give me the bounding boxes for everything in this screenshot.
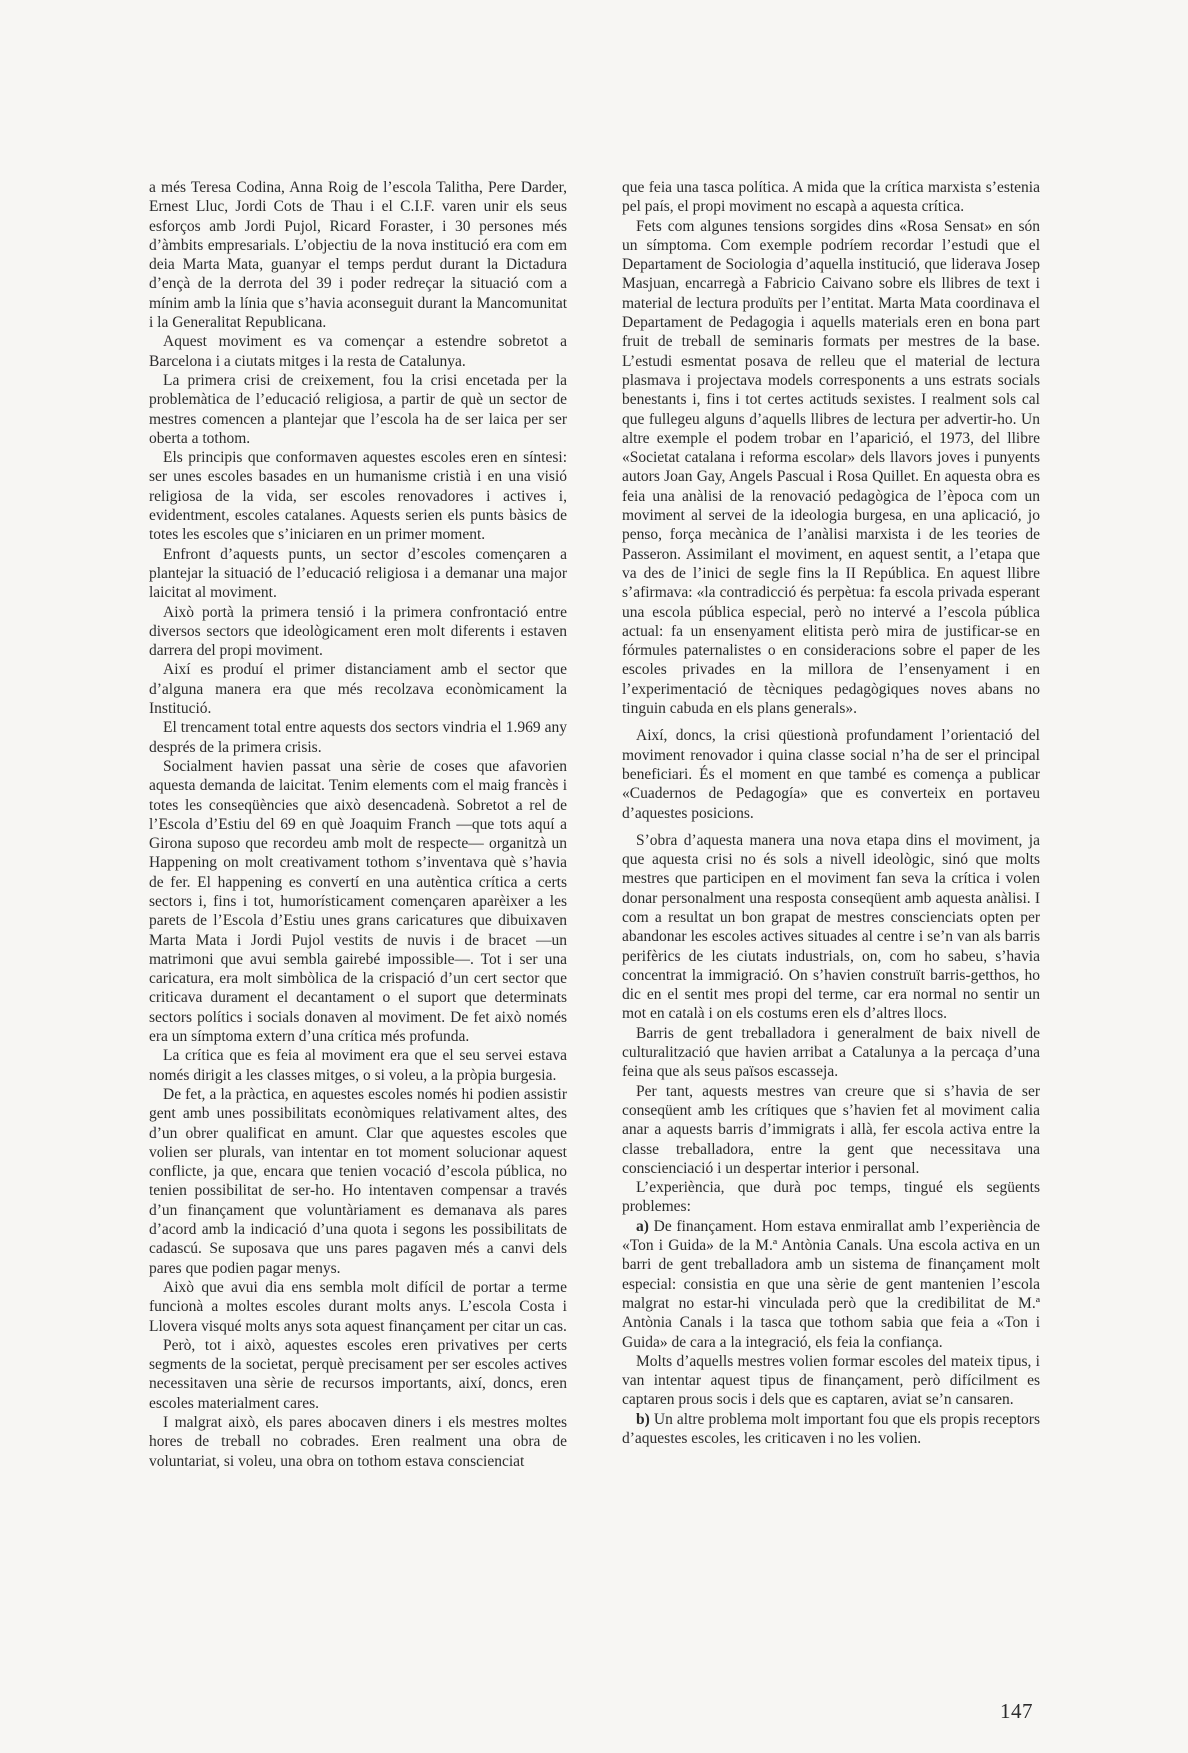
page-number: 147 — [1000, 1699, 1033, 1723]
paragraph: El trencament total entre aquests dos sectors vindria el 1.969 any després de la primera crisis. — [149, 719, 567, 756]
paragraph: Això portà la primera tensió i la primera confrontació entre diversos sectors que ideològicament eren molt diferents i estaven darrera del propi moviment. — [149, 603, 567, 660]
paragraph: L’experiència, que durà poc temps, tingué els següents problemes: — [622, 1179, 1040, 1216]
paragraph: Això que avui dia ens sembla molt difícil de portar a terme funcionà a moltes escoles durant molts anys. L’escola Costa i Llovera visqué molts anys sota aquest finançament per citar un cas. — [149, 1278, 567, 1335]
paragraph: Fets com algunes tensions sorgides dins «Rosa Sensat» en són un símptoma. Com exemple podríem recordar l’estudi que el Departament de Sociologia d’aquella institució, que liderava Josep Masjuan, encarregà a Fabricio Caivano sobre els llibres de text i material de lectura produïts per l’entitat. Marta Mata coordinava el Departament de Pedagogia i aquells materials eren en bona part fruit de treball de seminaris formats per mestres de la base. L’estudi esmentat posava de relleu que el material de lectura plasmava i projectava models corresponents a uns estrats socials benestants i, fins i tot certes actituds sexistes. I realment sols cal que fullegeu alguns d’aquells llibres de lectura per advertir-ho. Un altre exemple el podem trobar en l’aparició, el 1973, del llibre «Societat catalana i reforma escolar» dels llavors joves i punyents autors Joan Gay, Angels Pascual i Rosa Quillet. En aquesta obra es feia una anàlisi de la renovació pedagògica de l’època com un moviment al servei de la ideologia burgesa, en una aplicació, jo penso, força mecànica de l’anàlisi marxista i de les teories de Passeron. Assimilant el moviment, en aquest sentit, a l’etapa que va des de l’inici de segle fins la II República. En aquest llibre s’afirmava: «la contradicció és perpètua: fa escola privada esperant una escola pública especial, però no intervé a l’escola pública actual: fa un ensenyament elitista però mira de justificar-se en fórmules paternalistes o en consideracions sobre el paper de les escoles privades en la millora de l’ensenyament i en l’experimentació de tècniques pedagògiques noves abans no tinguin cabuda en els plans generals». — [622, 217, 1040, 718]
paragraph: Així es produí el primer distanciament amb el sector que d’alguna manera era que més recolzava econòmicament la Institució. — [149, 661, 567, 718]
list-item-text: De finançament. Hom estava enmirallat amb l’experiència de «Ton i Guida» de la M.ª Antònia Canals. Una escola activa en un barri de gent treballadora amb un sistema de finançament molt especial: consistia en que una sèrie de gent mantenien l’escola malgrat no estar-hi vinculada però que la credibilitat de M.ª Antònia Canals i la tasca que tothom sabia que feia a «Ton i Guida» de cara a la integració, els feia la confiança. — [622, 1217, 1040, 1351]
paragraph: La crítica que es feia al moviment era que el seu servei estava només dirigit a les classes mitges, o si voleu, a la pròpia burgesia. — [149, 1047, 567, 1084]
paragraph: Molts d’aquells mestres volien formar escoles del mateix tipus, i van intentar aquest tipus de finançament, però difícilment es captaren prous socis i dels que es captaren, aviat se’n cansaren. — [622, 1352, 1040, 1409]
list-marker: a) — [636, 1217, 649, 1235]
paragraph: Així, doncs, la crisi qüestionà profundament l’orientació del moviment renovador i quina classe social n’ha de ser el principal beneficiari. És el moment en que també es comença a publicar «Cuadernos de Pedagogía» que es converteix en portaveu d’aquestes posicions. — [622, 727, 1040, 822]
paragraph: Aquest moviment es va començar a estendre sobretot a Barcelona i a ciutats mitges i la resta de Catalunya. — [149, 333, 567, 370]
paragraph: Socialment havien passat una sèrie de coses que afavorien aquesta demanda de laicitat. Tenim elements com el maig francès i totes les conseqüències que això desencadenà. Sobretot a rel de l’Escola d’Estiu del 69 en què Joaquim Franch —que tots aquí a Girona suposo que recordeu amb molt de respecte— organitzà un Happening on molt creativament tothom s’inventava què s’havia de fer. El happening es convertí en una autèntica crítica a certs sectors i, fins i tot, humorísticament començaren aparèixer a les parets de l’Escola d’Estiu unes grans caricatures que dibuixaven Marta Mata i Jordi Pujol vestits de nuvis i de bracet —un matrimoni que avui sembla gairebé impossible—. Tot i ser una caricatura, era molt simbòlica de la crispació d’un cert sector que criticava durament el decantament o el suport que determinats sectors polítics i socials donaven al moviment. De fet això només era un símptoma extern d’una crítica més profunda. — [149, 757, 567, 1046]
paragraph: De fet, a la pràctica, en aquestes escoles només hi podien assistir gent amb unes possibilitats econòmiques relativament altes, des d’un obrer qualificat en amunt. Clar que aquestes escoles que volien ser plurals, van intentar en tot moment solucionar aquest conflicte, ja que, encara que tenien vocació d’escola pública, no tenien possibilitat de ser-ho. Ho intentaven compensar a través d’un finançament que voluntàriament es demanava als pares d’acord amb la indicació d’una quota i segons les possibilitats de cadascú. Se suposava que uns pares pagaven més a canvi dels pares que podien pagar menys. — [149, 1085, 567, 1277]
list-marker: b) — [636, 1410, 650, 1428]
paragraph: I malgrat això, els pares abocaven diners i els mestres moltes hores de treball no cobrades. Eren realment una obra de voluntariat, si voleu, una obra on tothom estava conscienciat — [149, 1414, 567, 1470]
paragraph: Els principis que conformaven aquestes escoles eren en síntesi: ser unes escoles basades en un humanisme cristià i en una visió religiosa de la vida, ser escoles renovadores i actives i, evidentment, escoles catalanes. Aquests serien els punts bàsics de totes les escoles que s’iniciaren en un primer moment. — [149, 449, 567, 544]
right-column — [622, 178, 1040, 1448]
list-item — [622, 1410, 1040, 1449]
paragraph: S’obra d’aquesta manera una nova etapa dins el moviment, ja que aquesta crisi no és sols a nivell ideològic, sinó que molts mestres que participen en el moviment fan seva la crítica i volen donar personalment una resposta conseqüent amb aquesta anàlisi. I com a resultat un bon grapat de mestres conscienciats opten per abandonar les escoles actives situades al centre i se’n van als barris perifèrics de les ciutats industrials, on, com ho sabeu, s’havia concentrat la immigració. On s’havien construït barris-getthos, ho dic en el sentit mes propi del terme, car era normal no sentir un mot en català i on els costums eren els d’altres llocs. — [622, 831, 1040, 1023]
paragraph: a més Teresa Codina, Anna Roig de l’escola Talitha, Pere Darder, Ernest Lluc, Jordi Cots de Thau i el C.I.F. varen unir els seus esforços amb Jordi Pujol, Ricard Foraster, i 30 persones més d’àmbits empresarials. L’objectiu de la nova institució era com em deia Marta Mata, guanyar el temps perdut durant la Dictadura d’ençà de la derrota del 39 i poder redreçar la situació com a mínim amb la línia que s’havia aconseguit durant la Mancomunitat i la Generalitat Republicana. — [149, 179, 567, 332]
paragraph: que feia una tasca política. A mida que la crítica marxista s’estenia pel país, el propi moviment no escapà a aquesta crítica. — [622, 179, 1040, 216]
list-item-text: Un altre problema molt important fou que els propis receptors d’aquestes escoles, les criticaven i no les volien. — [622, 1410, 1041, 1447]
paragraph: Barris de gent treballadora i generalment de baix nivell de culturalització que havien arribat a Catalunya a la percaça d’una feina que als seus països escasseja. — [622, 1024, 1040, 1081]
paragraph: Enfront d’aquests punts, un sector d’escoles començaren a plantejar la situació de l’educació religiosa i a demanar una major laicitat al moviment. — [149, 545, 567, 602]
paragraph: La primera crisi de creixement, fou la crisi encetada per la problemàtica de l’educació religiosa, a partir de què un sector de mestres comencen a plantejar que l’escola ha de ser laica per ser oberta a tothom. — [149, 371, 567, 447]
list-item — [622, 1217, 1040, 1352]
paragraph: Però, tot i això, aquestes escoles eren privatives per certs segments de la societat, perquè precisament per ser escoles actives necessitaven una sèrie de recursos importants, així, doncs, eren escoles materialment cares. — [149, 1336, 567, 1412]
paragraph: Per tant, aquests mestres van creure que si s’havia de ser conseqüent amb les crítiques que s’havien fet al moviment calia anar a aquests barris d’immigrats i allà, fer escola activa entre la classe treballadora, entre la gent que necessitava una conscienciació i un despertar interior i personal. — [622, 1082, 1040, 1177]
left-column — [149, 178, 567, 1471]
